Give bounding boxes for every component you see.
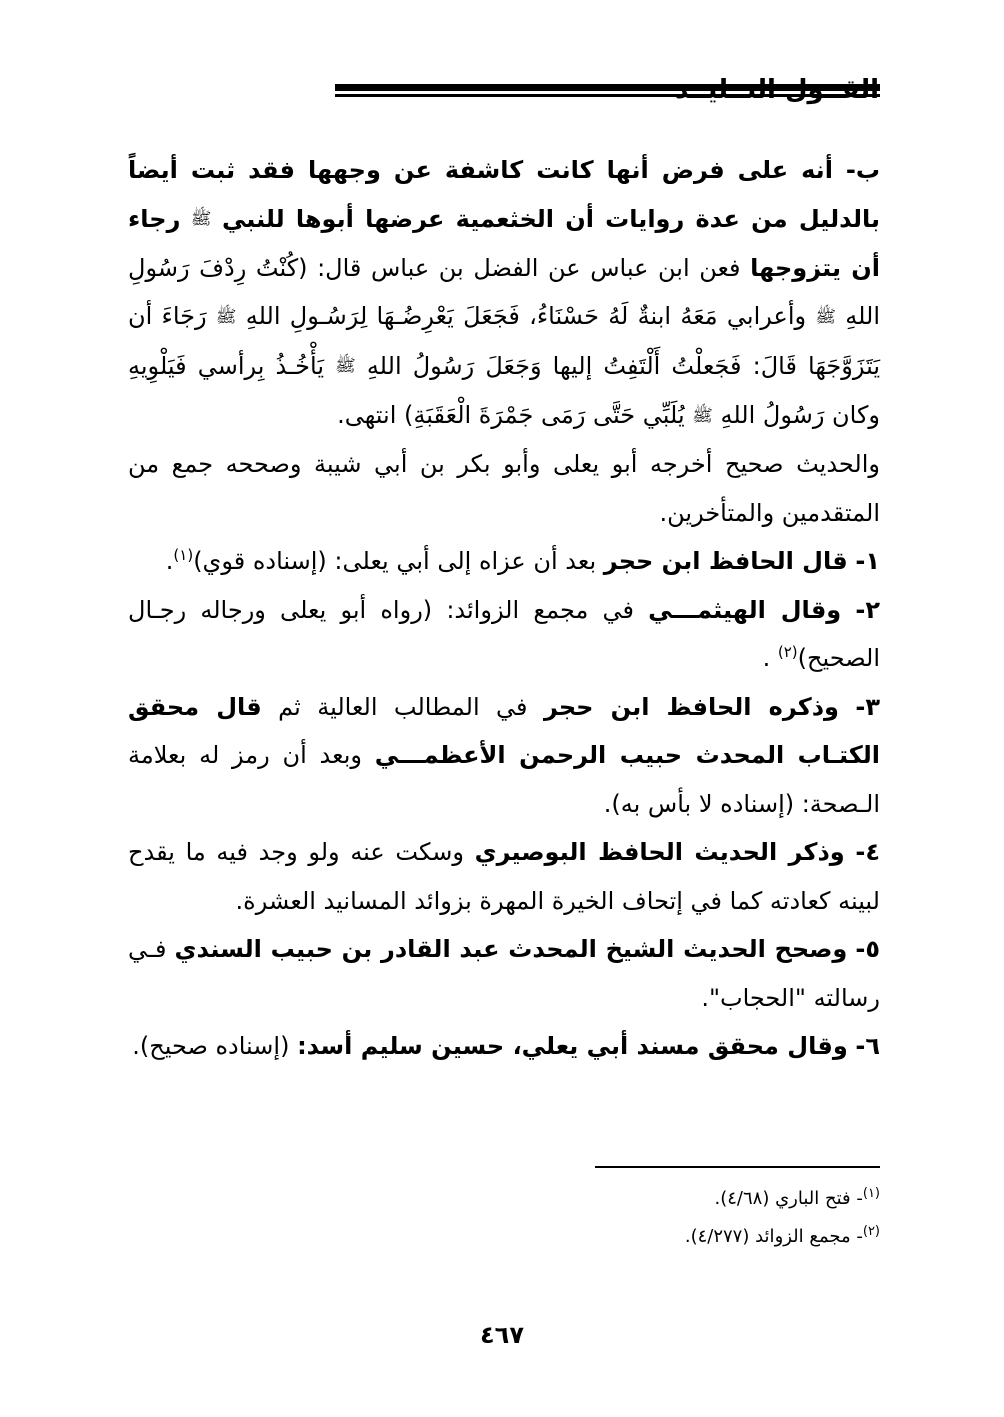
footnote-ref[interactable]: (٢) [777,643,798,661]
honorific-glyph: ﷺ [190,209,212,230]
header-rule [335,84,880,97]
item-number: ٦- [855,1032,880,1060]
list-item [128,1022,880,1071]
item-bold: وصحح الحديث الشيخ المحدث عبد القادر بن حبيب السندي [174,935,848,963]
intro-text-2: وأعرابي مَعَهُ ابنةٌ لَهُ حَسْنَاءُ، فَجَعَلَ يَعْرِضُـهَا لِرَسُـولِ اللهِ [245,302,807,331]
intro-bold: ب- أنه على فرض أنها كانت كاشفة عن وجهها فقد ثبت أيضاً بالدليل من عدة روايات أن الخثعمية عرضها أبوها للنبي [128,156,880,233]
header-rule-thick [335,84,880,91]
intro-paragraph [128,146,880,440]
intro-text-4: يَأْخُـذُ بِرأسي فَيَلْوِيهِ وكان رَسُولُ اللهِ [128,351,880,429]
item-tail: . [762,644,778,672]
item-number: ٥- [855,935,880,963]
footnote-text: - فتح الباري (٤/٦٨). [714,1188,863,1209]
footnote-ref[interactable]: (١) [173,546,194,564]
item-text: في مجمع الزوائد: (رواه أبو يعلى ورجاله رجـال الصحيح) [128,595,880,672]
intro-text-3: رَجَاءَ أن يَتَزَوَّجَهَا قَالَ: فَجَعلْتُ أَلْتَفِتُ إليها وَجَعَلَ رَسُولُ اللهِ [128,302,880,380]
page-number: ٤٦٧ [480,1321,524,1349]
footnote-mark: (١) [862,1186,880,1201]
footnote-text: - مجمع الزوائد (٤/٢٧٧). [684,1226,863,1247]
item-bold: وقال محقق مسند أبي يعلي، حسين سليم أسد: [297,1032,848,1060]
item-bold: وذكر الحديث الحافظ البوصيري [474,838,845,866]
list-item [128,537,880,586]
honorific-glyph: ﷺ [335,356,356,377]
list-item [128,828,880,925]
item-bold: قال الحافظ ابن حجر [603,547,848,575]
item-tail: . [165,547,174,575]
item-number: ٤- [855,838,880,866]
item-text: فـي رسالته "الحجاب". [128,935,880,1012]
item-text: وسكت عنه ولو وجد فيه ما يقدح لبينه كعادته كما في إتحاف الخيرة المهرة بزوائد المسانيد العشرة. [128,838,880,915]
header-rule-thin [335,94,880,97]
honorific-glyph: ﷺ [692,405,713,426]
intro-text-5: يُلَبِّي حَتَّى رَمَى جَمْرَةَ الْعَقَبَةِ) انتهى. [337,400,685,429]
item-text: بعد أن عزاه إلى أبي يعلى: (إسناده قوي) [193,547,597,575]
list-item [128,925,880,1022]
list-item [128,683,880,829]
item-text: في المطالب العالية ثم [278,692,528,721]
intro-text-1: فعن ابن عباس عن الفضل بن عباس قال: (كُنْتُ رِدْفَ رَسُولِ اللهِ [128,253,881,331]
honorific-glyph: ﷺ [815,307,836,327]
main-text [128,146,880,1071]
item-bold: وقال الهيثمـــي [648,595,842,624]
item-number: ٢- [855,595,881,624]
item-text: (إسناده صحيح). [132,1032,290,1060]
honorific-glyph: ﷺ [215,307,237,327]
item-number: ١- [855,547,880,575]
footnotes [380,1180,880,1256]
item-bold: وذكره الحافظ ابن حجر [543,692,839,721]
footnote [380,1218,880,1256]
item-text-2: وبعد أن رمز له بعلامة الـصحة: (إسناده لا بأس به). [128,741,880,818]
footnote-separator [595,1166,880,1168]
item-bold-2: قال محقق الكتـاب المحدث حبيب الرحمن الأعظمـــي [128,692,881,769]
item-number: ٣- [855,692,880,721]
footnote-mark: (٢) [862,1224,880,1239]
intro-bold-end: رجاء أن يتزوجها [128,204,880,282]
footnote [380,1180,880,1218]
hadith-summary: والحديث صحيح أخرجه أبو يعلى وأبو بكر بن أبي شيبة وصححه جمع من المتقدمين والمتأخرين. [128,450,880,527]
list-item [128,586,880,683]
